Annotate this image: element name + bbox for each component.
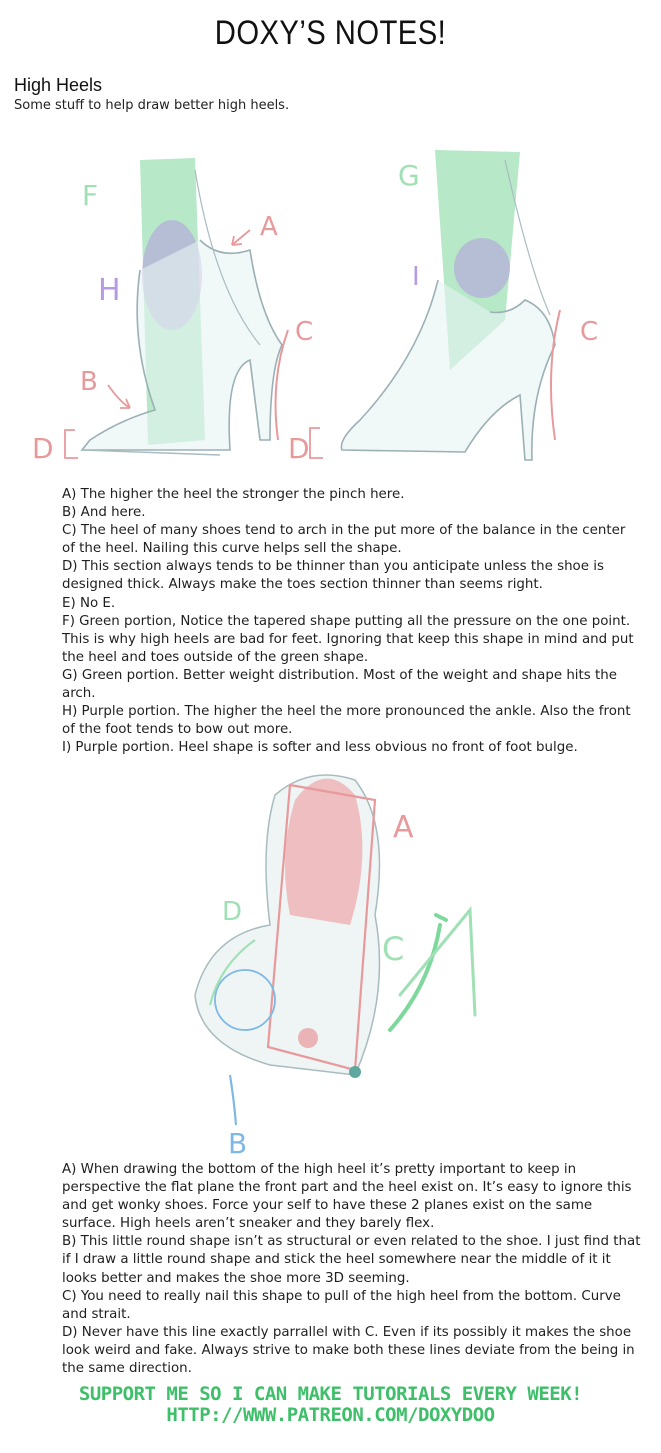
label-i: I [412,262,420,292]
right-purple-portion [454,238,510,298]
label-h: H [98,273,121,308]
label-g: G [398,159,420,192]
section-heading: High Heels [14,75,103,95]
label-d-bottom: D [222,897,243,927]
label-f: F [82,179,99,212]
note-h: H) Purple portion. The higher the heel the more pronounced the ankle. Also the front of the foot tends to bow out more. [62,704,631,738]
heel-side-sketches [20,140,640,480]
label-a-bottom: A [393,810,414,845]
note-d: D) This section always tends to be thinner than you anticipate unless the shoe is designed thick. Always make the toes section thinner than seems right. [62,559,604,593]
note-e: E) No E. [62,595,116,611]
label-d-left: D [32,432,54,465]
note-a: A) The higher the heel the stronger the pinch here. [62,487,405,502]
note2-d: D) Never have this line exactly parrallel with C. Even if its possibly it makes the shoe look weird and fake. Always strive to make both these lines deviate from the being in the same direction. [62,1324,635,1377]
support-banner [0,1384,661,1426]
label-c-right: C [580,317,599,347]
note-f: F) Green portion, Notice the tapered shape putting all the pressure on the one point. This is why high heels are bad for feet. Ignoring that keep this shape in mind and put the heel and toes outside of the green shape. [62,613,634,665]
note2-a: A) When drawing the bottom of the high heel it’s pretty important to keep in perspective the flat plane the front part and the heel exist on. It’s easy to ignore this and get wonky shoes. Force your self to have these 2 planes exist on the same surface. High heels aren’t sneaker and they barely flex. [62,1162,632,1232]
left-shoe-outline [82,240,282,450]
notes-side-view [62,486,642,757]
support-text: SUPPORT ME SO I CAN MAKE TUTORIALS EVERY WEEK! [78,1383,583,1405]
heel-bottom-sketch [150,765,510,1160]
note-g: G) Green portion. Better weight distribution. Most of the weight and shape hits the arch. [62,667,617,702]
heel-point [349,1066,361,1078]
line-b [230,1075,236,1125]
notes-bottom-view [62,1161,642,1378]
label-c-bottom: C [382,930,405,968]
page-title: DOXY’S NOTES! [214,14,447,52]
note2-b: B) This little round shape isn’t as structural or even related to the shoe. I just find that if I draw a little round shape and stick the heel somewhere near the middle of it it looks better and makes the shoe more 3D seeming. [62,1234,641,1286]
note-b: B) And here. [62,505,146,521]
label-b: B [80,367,98,397]
note2-c: C) You need to really nail this shape to pull of the high heel from the bottom. Curve and strait. [62,1288,621,1322]
left-heel-sketch [32,158,313,465]
label-b-bottom: B [228,1127,248,1160]
note-c: C) The heel of many shoes tend to arch in the put more of the balance in the center of the heel. Nailing this curve helps sell the shape. [62,523,626,557]
label-c-left: C [295,317,314,347]
heel-tip [298,1028,318,1048]
section-intro: Some stuff to help draw better high heels. [14,98,290,113]
note-i: I) Purple portion. Heel shape is softer and less obvious no front of foot bulge. [62,740,578,756]
right-shoe-outline [341,280,555,460]
label-a: A [260,212,278,242]
toe-pad [285,779,362,925]
label-d-right: D [288,432,310,465]
patreon-link[interactable]: HTTP://WWW.PATREON.COM/DOXYDOO [166,1404,495,1426]
right-heel-sketch [288,150,598,465]
